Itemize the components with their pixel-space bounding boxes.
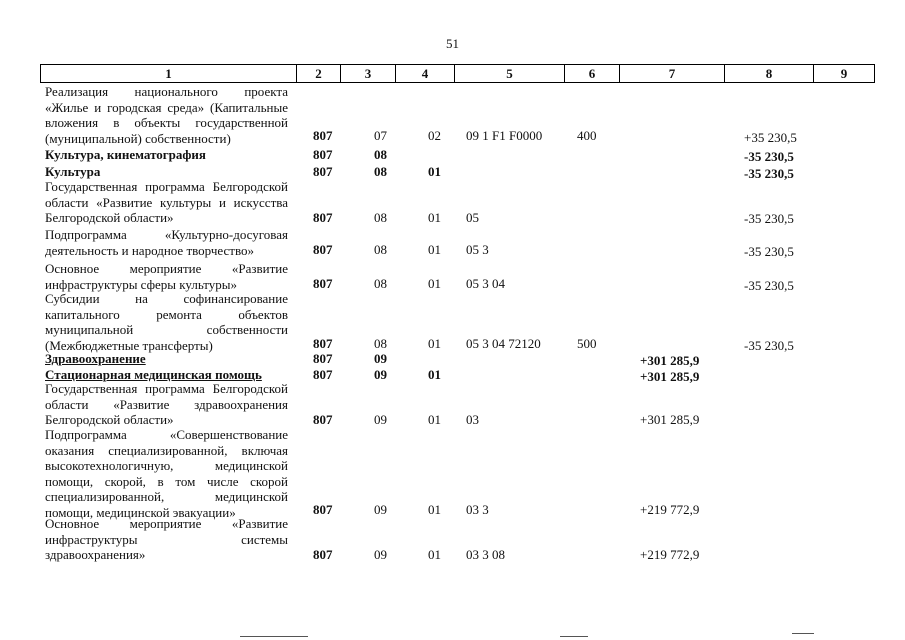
cell-code: 807 (313, 351, 333, 366)
table-row: Здравоохранение (45, 351, 146, 366)
scan-artifact (240, 636, 308, 637)
table-row: Государственная программа Белгородской области «Развитие культуры и искусства Белгородской области» (45, 179, 288, 225)
cell-subsection: 01 (428, 276, 441, 291)
cell-subsection: 01 (428, 367, 441, 382)
cell-section: 08 (374, 147, 387, 162)
cell-expense-type: 500 (577, 336, 597, 351)
table-row: Подпрограмма «Совершенствование оказания специализированной, включая высокотехнологичную, медицинской помощи, скорой, в том числе скорой специализированной, медицинской помощи, медицинской эвакуации» (45, 427, 288, 520)
cell-subsection: 01 (428, 502, 441, 517)
cell-section: 08 (374, 336, 387, 351)
cell-target: 05 3 04 (466, 276, 505, 291)
cell-code: 807 (313, 164, 333, 179)
cell-code: 807 (313, 147, 333, 162)
cell-amount: -35 230,5 (744, 166, 794, 181)
cell-code: 807 (313, 336, 333, 351)
header-col-1: 1 (165, 66, 172, 81)
table-row: Подпрограмма «Культурно-досуговая деятельность и народное творчество» (45, 227, 288, 258)
cell-amount: -35 230,5 (744, 211, 794, 226)
cell-target: 03 3 (466, 502, 489, 517)
header-col-7: 7 (619, 65, 724, 82)
table-row: Основное мероприятие «Развитие инфраструктуры сферы культуры» (45, 261, 288, 292)
cell-expense-type: 400 (577, 128, 597, 143)
cell-target: 09 1 F1 F0000 (466, 128, 543, 143)
cell-amount: +301 285,9 (640, 412, 700, 427)
cell-section: 09 (374, 412, 387, 427)
table-row: Культура, кинематография (45, 147, 206, 162)
cell-amount: +301 285,9 (640, 353, 700, 368)
cell-section: 09 (374, 367, 387, 382)
cell-subsection: 01 (428, 210, 441, 225)
table-header (40, 64, 875, 83)
cell-section: 08 (374, 242, 387, 257)
header-col-3: 3 (340, 65, 395, 82)
table-row: Реализация национального проекта «Жилье и городская среда» (Капитальные вложения в объекты государственной (муниципальной) собственности) (45, 84, 288, 146)
cell-section: 07 (374, 128, 387, 143)
cell-subsection: 01 (428, 336, 441, 351)
cell-amount: +219 772,9 (640, 547, 700, 562)
cell-section: 08 (374, 164, 387, 179)
cell-target: 05 (466, 210, 479, 225)
scan-artifact (792, 633, 814, 634)
table-row: Основное мероприятие «Развитие инфраструктуры системы здравоохранения» (45, 516, 288, 562)
cell-amount: -35 230,5 (744, 244, 794, 259)
header-col-5: 5 (454, 65, 564, 82)
page-number: 51 (446, 36, 459, 51)
cell-amount: -35 230,5 (744, 278, 794, 293)
cell-code: 807 (313, 276, 333, 291)
cell-target: 03 3 08 (466, 547, 505, 562)
cell-target: 05 3 (466, 242, 489, 257)
table-row: Стационарная медицинская помощь (45, 367, 262, 382)
cell-code: 807 (313, 242, 333, 257)
header-col-8: 8 (724, 65, 813, 82)
cell-section: 08 (374, 276, 387, 291)
cell-amount: +219 772,9 (640, 502, 700, 517)
cell-amount: -35 230,5 (744, 149, 794, 164)
cell-code: 807 (313, 502, 333, 517)
table-row: Государственная программа Белгородской области «Развитие здравоохранения Белгородской области» (45, 381, 288, 427)
cell-target: 05 3 04 72120 (466, 336, 541, 351)
cell-code: 807 (313, 210, 333, 225)
cell-code: 807 (313, 412, 333, 427)
cell-subsection: 01 (428, 242, 441, 257)
cell-amount: +301 285,9 (640, 369, 700, 384)
cell-subsection: 01 (428, 164, 441, 179)
cell-target: 03 (466, 412, 479, 427)
cell-section: 09 (374, 351, 387, 366)
scan-artifact (560, 636, 588, 637)
header-col-9: 9 (813, 65, 874, 82)
cell-code: 807 (313, 547, 333, 562)
header-col-6: 6 (564, 65, 619, 82)
cell-code: 807 (313, 128, 333, 143)
header-col-2: 2 (296, 65, 340, 82)
cell-section: 09 (374, 547, 387, 562)
cell-subsection: 01 (428, 547, 441, 562)
table-row: Субсидии на софинансирование капитального ремонта объектов муниципальной собственности (Межбюджетные трансферты) (45, 291, 288, 353)
cell-section: 08 (374, 210, 387, 225)
cell-amount: -35 230,5 (744, 338, 794, 353)
cell-section: 09 (374, 502, 387, 517)
cell-amount: +35 230,5 (744, 130, 797, 145)
table-row: Культура (45, 164, 101, 179)
cell-subsection: 02 (428, 128, 441, 143)
cell-code: 807 (313, 367, 333, 382)
cell-subsection: 01 (428, 412, 441, 427)
header-col-4: 4 (395, 65, 454, 82)
